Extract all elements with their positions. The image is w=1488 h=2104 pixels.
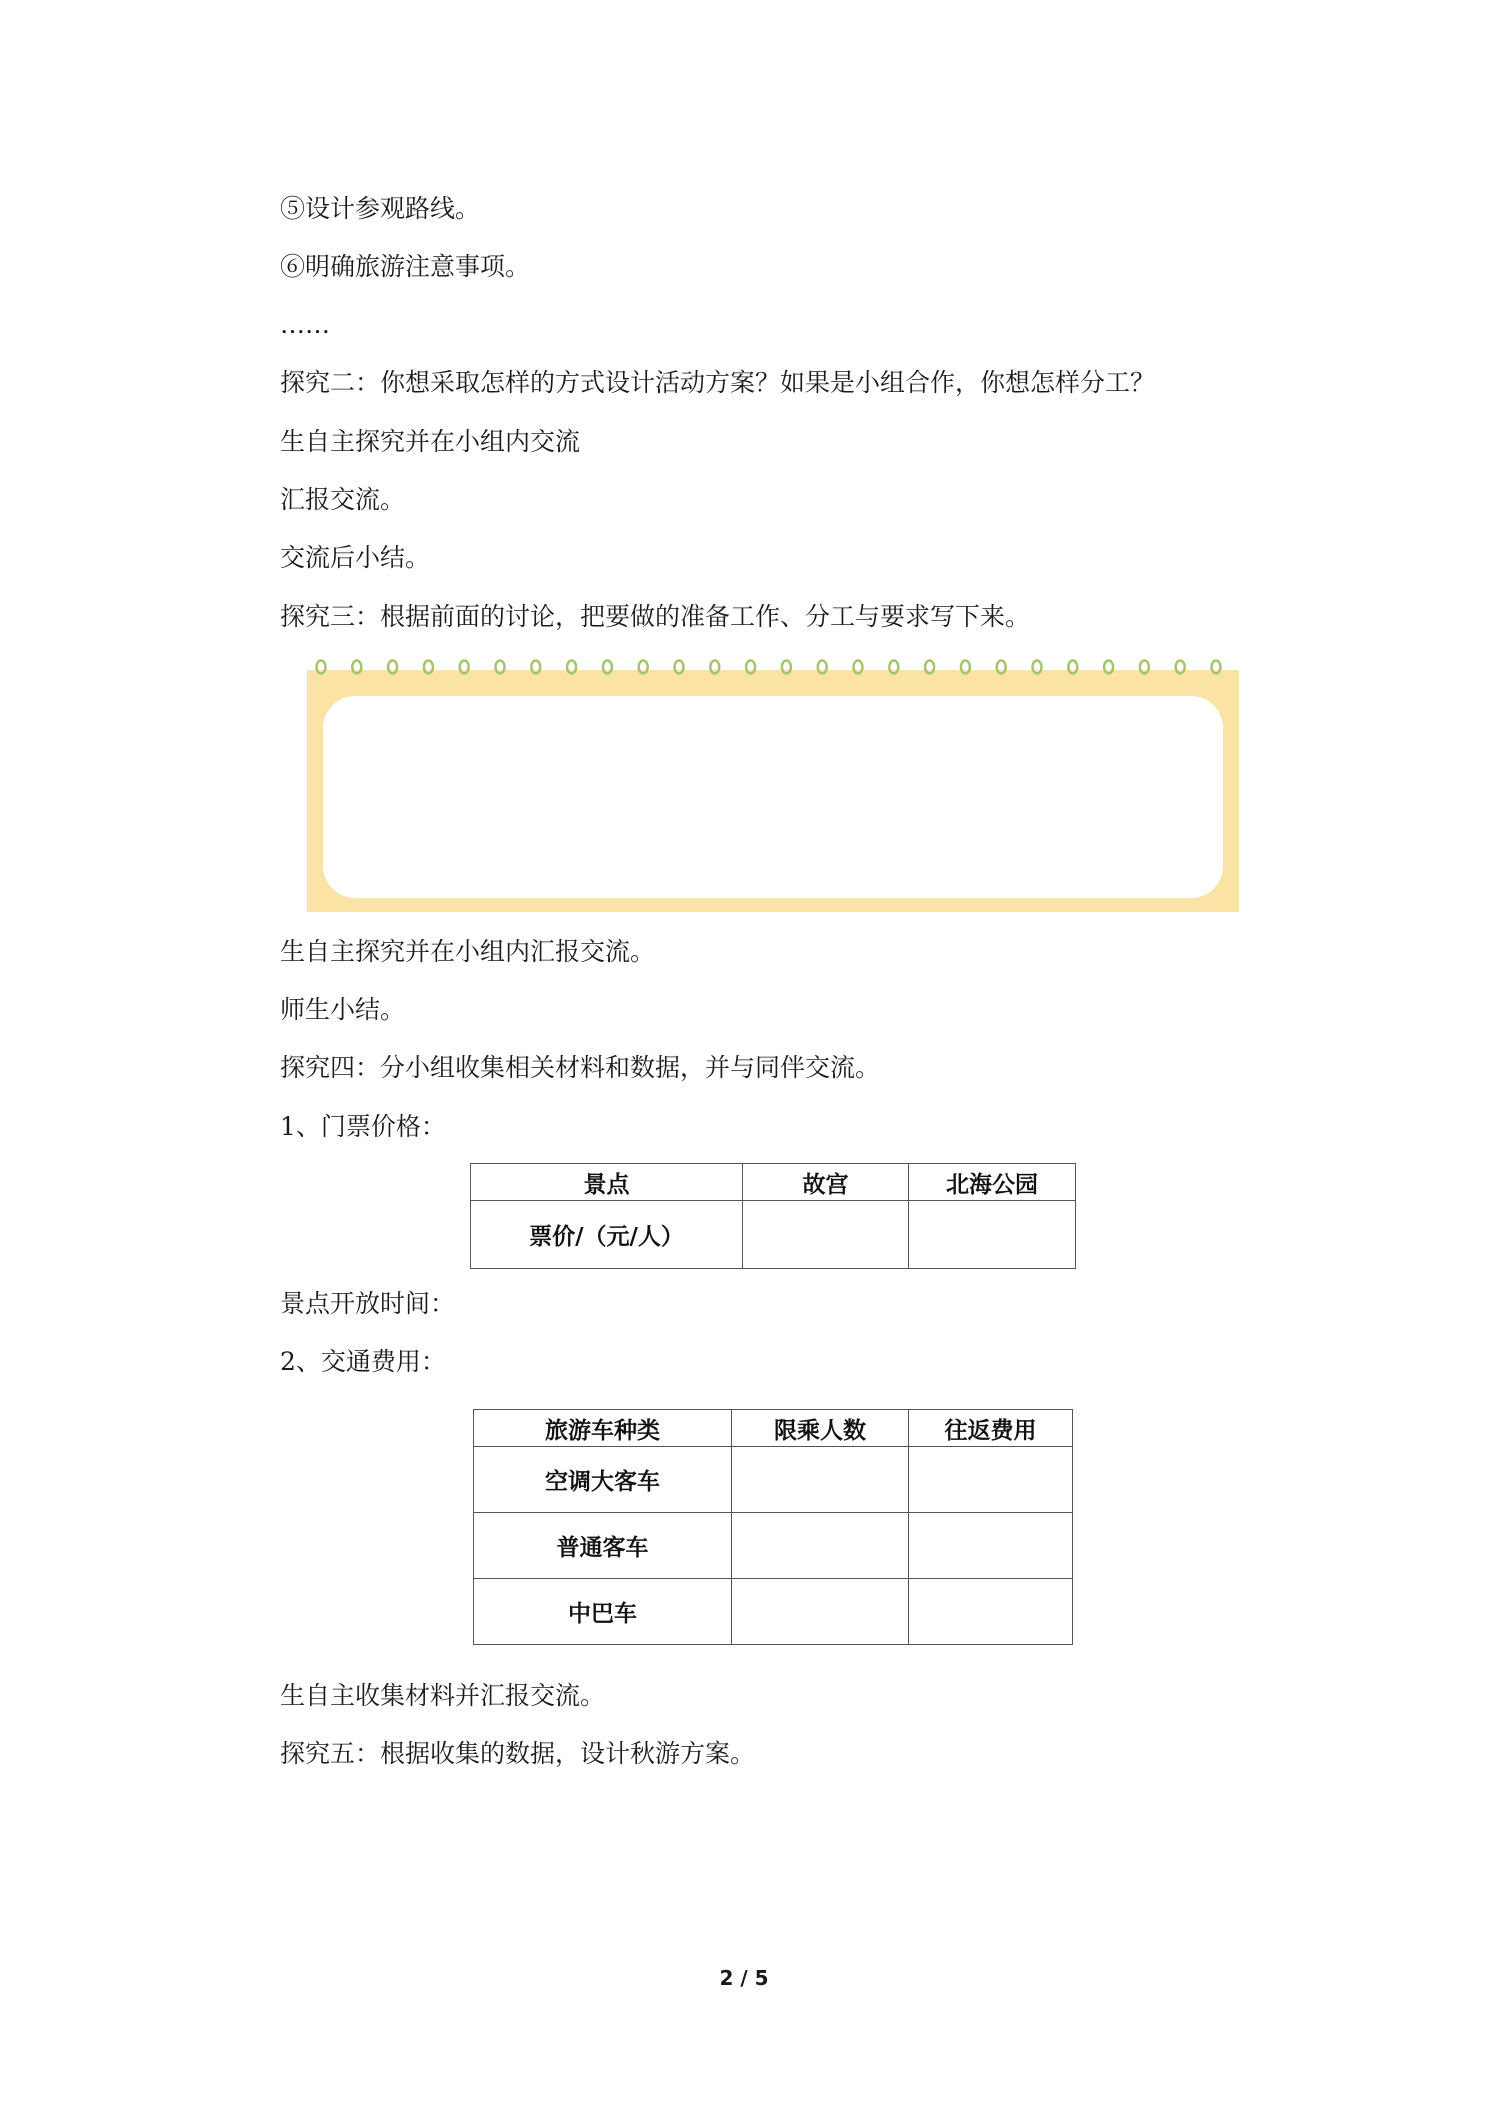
table-cell [732,1447,909,1513]
text-line: 探究二：你想采取怎样的方式设计活动方案？如果是小组合作，你想怎样分工？ [280,368,1156,397]
text-line: 汇报交流。 [280,485,406,514]
text-line: 师生小结。 [280,995,406,1024]
table-cell [909,1447,1073,1513]
text-line: 交流后小结。 [280,543,431,572]
table-cell [732,1579,909,1645]
table-cell [743,1201,909,1269]
notepad-frame [307,658,1239,912]
text-line: 2、交通费用： [280,1347,446,1376]
table-header: 往返费用 [909,1410,1073,1447]
table-header: 旅游车种类 [474,1410,732,1447]
table-cell: 空调大客车 [474,1447,732,1513]
table-header: 限乘人数 [732,1410,909,1447]
text-line: …… [280,310,330,339]
table-cell: 中巴车 [474,1579,732,1645]
table-cell [732,1513,909,1579]
text-line: 景点开放时间： [280,1289,456,1318]
page-number: 2 / 5 [719,1966,769,1990]
text-line: 探究五：根据收集的数据，设计秋游方案。 [280,1739,756,1768]
table-header: 景点 [471,1164,743,1201]
text-line: ⑥明确旅游注意事项。 [280,252,531,281]
table-cell: 普通客车 [474,1513,732,1579]
table-cell [909,1513,1073,1579]
text-line: 生自主探究并在小组内交流 [280,427,581,456]
text-line: 1、门票价格： [280,1112,446,1141]
table-cell [909,1201,1076,1269]
text-line: 探究三：根据前面的讨论，把要做的准备工作、分工与要求写下来。 [280,602,1031,631]
table-cell: 票价/（元/人） [471,1201,743,1269]
table-cell [909,1579,1073,1645]
text-line: 探究四：分小组收集相关材料和数据，并与同伴交流。 [280,1053,881,1082]
text-line: 生自主探究并在小组内汇报交流。 [280,937,656,966]
text-line: 生自主收集材料并汇报交流。 [280,1681,606,1710]
table-header: 北海公园 [909,1164,1076,1201]
ticket-price-table [470,1163,1076,1269]
transport-cost-table [473,1409,1073,1645]
text-line: ⑤设计参观路线。 [280,194,481,223]
table-header: 故宫 [743,1164,909,1201]
